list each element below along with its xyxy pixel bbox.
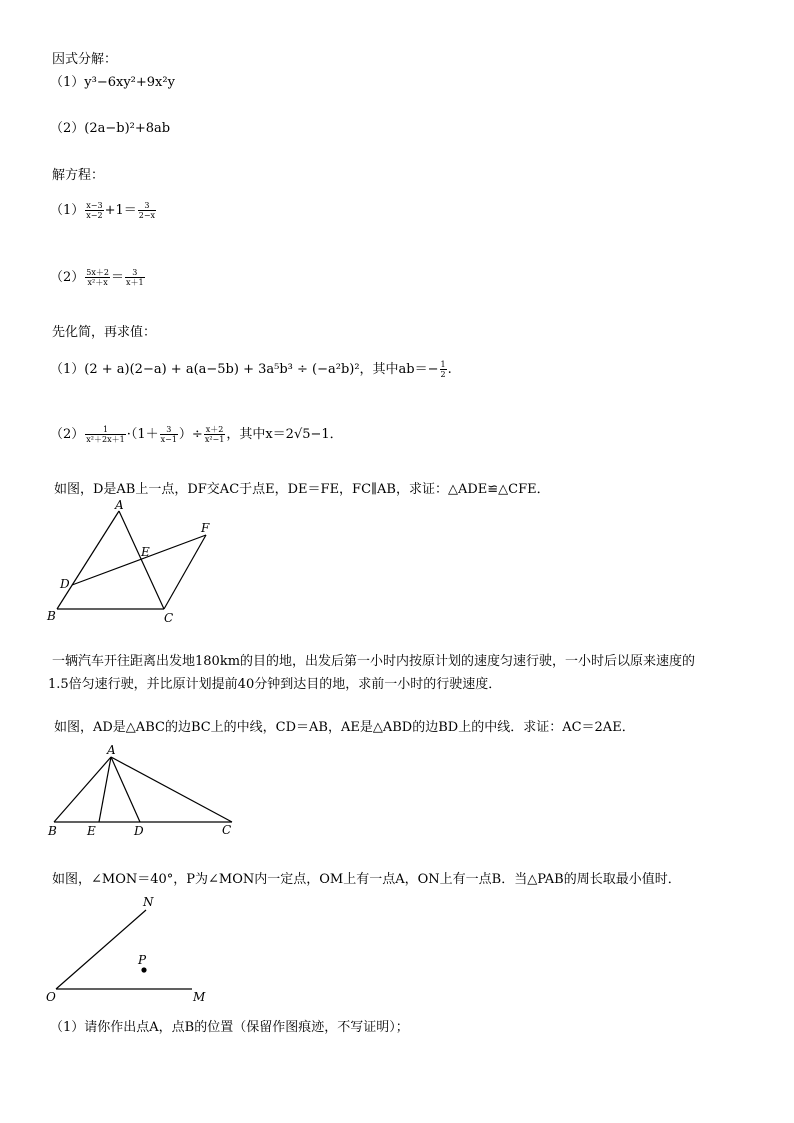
problem-7-sub-1: （1）请你作出点A，点B的位置（保留作图痕迹，不写证明）； — [50, 1020, 409, 1035]
math-expression: (2 + a)(2−a) + a(a−5b) + 3a⁵b³ ÷ (−a²b)²，其中ab＝− — [84, 362, 439, 377]
fraction: $\frac{3}{2-x}$ — [138, 201, 156, 220]
question-number: （2） — [50, 427, 85, 442]
figure-triangle-adf — [40, 498, 260, 628]
segment-ae — [99, 757, 111, 822]
fraction: $\frac{x+2}{\text{x²−1}}$ — [204, 425, 225, 444]
simplify-heading: 先化简，再求值： — [52, 325, 157, 340]
equation-q2: （2） $\frac{5x+2}{\text{x²＋x}}$ ＝ $\frac{3}{x+1}$ — [50, 268, 144, 287]
label-d: D — [134, 824, 144, 838]
label-c: C — [164, 611, 174, 625]
equations-heading: 解方程： — [52, 168, 105, 183]
label-d: D — [60, 577, 70, 591]
label-b: B — [48, 824, 57, 838]
label-p: P — [138, 953, 147, 967]
label-f: F — [201, 521, 210, 535]
fraction: $\frac{1}{\text{x²＋2x＋1}}$ — [86, 425, 125, 444]
label-n: N — [143, 895, 154, 909]
math-expression: (2a−b)²+8ab — [84, 121, 171, 136]
label-m: M — [193, 990, 206, 1004]
segment-df — [72, 535, 206, 585]
factor-heading: 因式分解： — [52, 52, 118, 67]
question-number: （1） — [50, 75, 85, 90]
segment-ad — [111, 757, 140, 822]
segment-fc — [164, 535, 206, 609]
simplify-q2: （2） $\frac{1}{\text{x²＋2x＋1}}$ ·（1＋ $\frac{3}{x-1}$ ）÷ $\frac{x+2}{\text{x²−1}}$ ，其中x＝2√5−1． — [50, 425, 343, 444]
segment-ac — [119, 511, 164, 609]
problem-5-line-2: 1.5倍匀速行驶，并比原计划提前40分钟到达目的地，求前一小时的行驶速度． — [48, 677, 502, 692]
math-expression: y³−6xy²+9x²y — [84, 75, 175, 90]
question-number: （1） — [50, 362, 85, 377]
equation-q1: （1） $\frac{x-3}{x-2}$ +1＝ $\frac{3}{2-x}$ — [50, 201, 156, 220]
factor-q2 — [50, 121, 170, 137]
segment-ab — [57, 511, 119, 609]
label-e: E — [141, 545, 150, 559]
label-b: B — [47, 609, 56, 623]
figure-triangle-abc — [44, 738, 244, 838]
segment-ab — [54, 757, 111, 822]
fraction: $\frac{3}{x+1}$ — [126, 268, 144, 287]
factor-q1 — [50, 75, 175, 91]
label-o: O — [46, 990, 56, 1004]
question-number: （1） — [50, 203, 85, 218]
problem-5-line-1: 一辆汽车开往距离出发地180km的目的地，出发后第一小时内按原计划的速度匀速行驶，一小时后以原来速度的 — [52, 654, 696, 669]
ray-on — [56, 910, 146, 989]
label-e: E — [87, 824, 96, 838]
fraction: $\frac{1}{2}$ — [440, 360, 446, 379]
label-a: A — [107, 743, 116, 757]
label-a: A — [115, 498, 124, 512]
figure-angle-mon — [44, 890, 224, 1005]
fraction: $\frac{x-3}{x-2}$ — [86, 201, 103, 220]
segment-ac — [111, 757, 232, 822]
problem-7-text: 如图，∠MON＝40°，P为∠MON内一定点，OM上有一点A，ON上有一点B．当△PAB的周长取最小值时． — [52, 872, 681, 887]
problem-6-text: 如图，AD是△ABC的边BC上的中线，CD＝AB，AE是△ABD的边BD上的中线．求证：AC＝2AE． — [54, 720, 635, 735]
fraction: $\frac{5x+2}{\text{x²＋x}}$ — [86, 268, 109, 287]
point-p — [141, 967, 146, 972]
problem-4-text: 如图，D是AB上一点，DF交AC于点E，DE＝FE，FC∥AB，求证：△ADE≌△CFE． — [54, 482, 550, 497]
simplify-q1: （1）(2 + a)(2−a) + a(a−5b) + 3a⁵b³ ÷ (−a²b)²，其中ab＝− $\frac{1}{2}$ . — [50, 360, 452, 379]
question-number: （2） — [50, 121, 85, 136]
question-number: （2） — [50, 270, 85, 285]
label-c: C — [222, 823, 232, 837]
fraction: $\frac{3}{x-1}$ — [160, 425, 177, 444]
